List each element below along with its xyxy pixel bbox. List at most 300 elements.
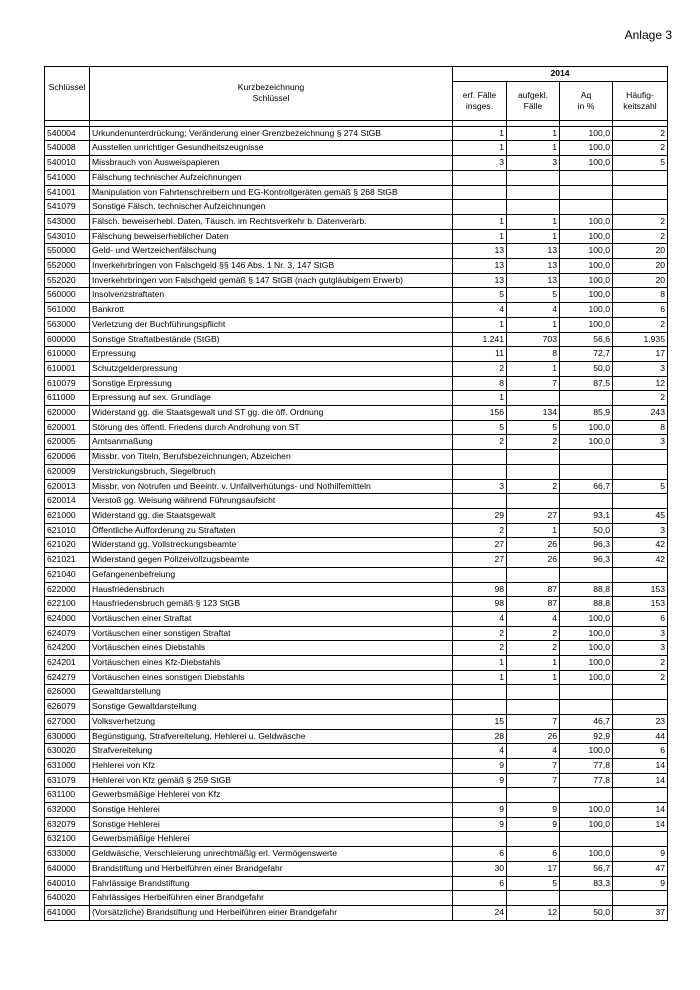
row-cases: 13 bbox=[453, 273, 507, 288]
row-description: Gewerbsmäßige Hehlerei von Kfz bbox=[90, 788, 453, 803]
row-description: Hehlerei von Kfz gemäß § 259 StGB bbox=[90, 773, 453, 788]
row-key: 632100 bbox=[45, 832, 90, 847]
row-frequency: 3 bbox=[613, 626, 668, 641]
row-aq: 100,0 bbox=[560, 656, 613, 671]
table-row bbox=[45, 391, 668, 406]
row-cases bbox=[453, 567, 507, 582]
row-aq: 93,1 bbox=[560, 508, 613, 523]
row-solved: 2 bbox=[507, 435, 560, 450]
row-description: Urkundenunterdrückung; Veränderung einer Grenzbezeichnung § 274 StGB bbox=[90, 126, 453, 141]
row-solved: 26 bbox=[507, 553, 560, 568]
row-cases: 4 bbox=[453, 611, 507, 626]
row-cases bbox=[453, 170, 507, 185]
row-solved: 26 bbox=[507, 538, 560, 553]
table-row bbox=[45, 685, 668, 700]
row-solved bbox=[507, 391, 560, 406]
row-description: Widerstand gg. die Staatsgewalt bbox=[90, 508, 453, 523]
row-solved: 1 bbox=[507, 523, 560, 538]
table-row bbox=[45, 523, 668, 538]
table-row bbox=[45, 597, 668, 612]
row-key: 620005 bbox=[45, 435, 90, 450]
row-aq bbox=[560, 464, 613, 479]
table-row bbox=[45, 200, 668, 215]
row-aq bbox=[560, 832, 613, 847]
row-frequency bbox=[613, 450, 668, 465]
row-solved: 4 bbox=[507, 303, 560, 318]
header-cases bbox=[453, 81, 507, 120]
row-cases: 1 bbox=[453, 141, 507, 156]
table-row bbox=[45, 744, 668, 759]
table-row bbox=[45, 714, 668, 729]
row-aq bbox=[560, 685, 613, 700]
row-solved: 703 bbox=[507, 332, 560, 347]
table-row bbox=[45, 259, 668, 274]
row-cases: 11 bbox=[453, 347, 507, 362]
row-frequency: 9 bbox=[613, 847, 668, 862]
row-description: Verletzung der Buchführungspflicht bbox=[90, 317, 453, 332]
header-frequency bbox=[613, 81, 668, 120]
row-frequency: 45 bbox=[613, 508, 668, 523]
row-aq: 100,0 bbox=[560, 641, 613, 656]
row-description: Vortäuschen eines Kfz-Diebstahls bbox=[90, 656, 453, 671]
row-description: Hehlerei von Kfz bbox=[90, 758, 453, 773]
row-cases: 8 bbox=[453, 376, 507, 391]
table-row bbox=[45, 582, 668, 597]
row-key: 621010 bbox=[45, 523, 90, 538]
row-aq: 72,7 bbox=[560, 347, 613, 362]
row-aq: 100,0 bbox=[560, 744, 613, 759]
row-frequency: 14 bbox=[613, 803, 668, 818]
row-frequency: 12 bbox=[613, 376, 668, 391]
row-cases: 9 bbox=[453, 817, 507, 832]
row-description: Gefangenenbefreiung bbox=[90, 567, 453, 582]
row-aq: 50,0 bbox=[560, 905, 613, 920]
row-description: Störung des öffentl. Friedens durch Androhung von ST bbox=[90, 420, 453, 435]
table-row bbox=[45, 553, 668, 568]
row-frequency: 20 bbox=[613, 244, 668, 259]
row-key: 624079 bbox=[45, 626, 90, 641]
row-description: Öffentliche Aufforderung zu Straftaten bbox=[90, 523, 453, 538]
row-solved: 1 bbox=[507, 361, 560, 376]
row-frequency: 2 bbox=[613, 229, 668, 244]
row-cases bbox=[453, 450, 507, 465]
row-solved: 87 bbox=[507, 582, 560, 597]
table-row bbox=[45, 656, 668, 671]
row-solved bbox=[507, 832, 560, 847]
row-aq bbox=[560, 391, 613, 406]
row-aq bbox=[560, 450, 613, 465]
row-key: 633000 bbox=[45, 847, 90, 862]
row-key: 624200 bbox=[45, 641, 90, 656]
row-key: 561000 bbox=[45, 303, 90, 318]
row-solved bbox=[507, 450, 560, 465]
row-cases: 156 bbox=[453, 406, 507, 421]
row-key: 610079 bbox=[45, 376, 90, 391]
table-row bbox=[45, 641, 668, 656]
row-aq: 100,0 bbox=[560, 317, 613, 332]
header-desc-line1: Kurzbezeichnung bbox=[237, 82, 305, 93]
row-key: 620001 bbox=[45, 420, 90, 435]
row-frequency: 47 bbox=[613, 861, 668, 876]
row-cases: 1 bbox=[453, 391, 507, 406]
row-aq: 100,0 bbox=[560, 611, 613, 626]
row-solved: 4 bbox=[507, 744, 560, 759]
row-key: 620013 bbox=[45, 479, 90, 494]
header-aq bbox=[560, 81, 613, 120]
row-description: Fahrlässige Brandstiftung bbox=[90, 876, 453, 891]
row-aq: 46,7 bbox=[560, 714, 613, 729]
row-description: Sonstige Hehlerei bbox=[90, 817, 453, 832]
row-solved: 8 bbox=[507, 347, 560, 362]
table-row bbox=[45, 817, 668, 832]
row-description: Verstoß gg. Weisung während Führungsaufsicht bbox=[90, 494, 453, 509]
row-solved: 7 bbox=[507, 376, 560, 391]
row-description: Fahrlässiges Herbeiführen einer Brandgefahr bbox=[90, 891, 453, 906]
row-cases bbox=[453, 494, 507, 509]
row-description: Missbrauch von Ausweispapieren bbox=[90, 156, 453, 171]
row-description: Geldwäsche, Verschleierung unrechtmäßig erl. Vermögenswerte bbox=[90, 847, 453, 862]
row-solved: 13 bbox=[507, 244, 560, 259]
row-description: Strafvereitelung bbox=[90, 744, 453, 759]
row-description: Missbr. von Notrufen und Beeintr. v. Unfallverhütungs- und Nothilfemitteln bbox=[90, 479, 453, 494]
row-cases: 5 bbox=[453, 288, 507, 303]
row-solved: 5 bbox=[507, 876, 560, 891]
row-key: 540008 bbox=[45, 141, 90, 156]
row-description: Ausstellen unrichtiger Gesundheitszeugnisse bbox=[90, 141, 453, 156]
table-row bbox=[45, 479, 668, 494]
row-frequency: 42 bbox=[613, 538, 668, 553]
row-aq: 96,3 bbox=[560, 538, 613, 553]
row-description: Gewerbsmäßige Hehlerei bbox=[90, 832, 453, 847]
row-solved bbox=[507, 200, 560, 215]
row-cases: 9 bbox=[453, 758, 507, 773]
row-cases: 1.241 bbox=[453, 332, 507, 347]
row-frequency: 14 bbox=[613, 773, 668, 788]
row-key: 621020 bbox=[45, 538, 90, 553]
row-frequency bbox=[613, 170, 668, 185]
row-cases bbox=[453, 200, 507, 215]
row-frequency: 37 bbox=[613, 905, 668, 920]
row-key: 631079 bbox=[45, 773, 90, 788]
row-aq: 100,0 bbox=[560, 670, 613, 685]
row-solved: 13 bbox=[507, 273, 560, 288]
row-cases: 13 bbox=[453, 244, 507, 259]
row-cases: 15 bbox=[453, 714, 507, 729]
row-aq: 77,8 bbox=[560, 758, 613, 773]
row-frequency: 6 bbox=[613, 611, 668, 626]
table-row bbox=[45, 670, 668, 685]
header-solved bbox=[507, 81, 560, 120]
row-key: 621040 bbox=[45, 567, 90, 582]
row-cases: 6 bbox=[453, 847, 507, 862]
row-description: Sonstige Erpressung bbox=[90, 376, 453, 391]
row-solved bbox=[507, 700, 560, 715]
row-cases bbox=[453, 685, 507, 700]
header-aq-line2: in % bbox=[577, 100, 595, 111]
table-row bbox=[45, 450, 668, 465]
row-frequency: 2 bbox=[613, 126, 668, 141]
row-cases: 2 bbox=[453, 435, 507, 450]
row-aq: 77,8 bbox=[560, 773, 613, 788]
row-description: Missbr. von Titeln, Berufsbezeichnungen, Abzeichen bbox=[90, 450, 453, 465]
row-aq: 100,0 bbox=[560, 126, 613, 141]
table-row bbox=[45, 700, 668, 715]
header-cases-line2: insges. bbox=[465, 100, 494, 111]
row-solved: 1 bbox=[507, 317, 560, 332]
row-description: Hausfriedensbruch gemäß § 123 StGB bbox=[90, 597, 453, 612]
row-description: Widerstand gegen Polizeivollzugsbeamte bbox=[90, 553, 453, 568]
row-frequency bbox=[613, 200, 668, 215]
row-description: Sonstige Straftatbestände (StGB) bbox=[90, 332, 453, 347]
row-cases: 98 bbox=[453, 597, 507, 612]
row-aq: 66,7 bbox=[560, 479, 613, 494]
row-solved: 26 bbox=[507, 729, 560, 744]
table-row bbox=[45, 303, 668, 318]
row-cases: 2 bbox=[453, 523, 507, 538]
row-key: 552020 bbox=[45, 273, 90, 288]
row-aq bbox=[560, 200, 613, 215]
row-key: 624201 bbox=[45, 656, 90, 671]
table-row bbox=[45, 758, 668, 773]
row-aq: 100,0 bbox=[560, 214, 613, 229]
row-cases: 3 bbox=[453, 156, 507, 171]
row-solved bbox=[507, 567, 560, 582]
table-row bbox=[45, 832, 668, 847]
row-key: 541000 bbox=[45, 170, 90, 185]
row-frequency bbox=[613, 700, 668, 715]
table-row bbox=[45, 420, 668, 435]
row-description: Brandstiftung und Herbeiführen einer Brandgefahr bbox=[90, 861, 453, 876]
row-description: Inverkehrbringen von Falschgeld gemäß § 147 StGB (nach gutgläubigem Erwerb) bbox=[90, 273, 453, 288]
row-aq: 50,0 bbox=[560, 361, 613, 376]
row-description: Vortäuschen eines sonstigen Diebstahls bbox=[90, 670, 453, 685]
row-aq: 85,9 bbox=[560, 406, 613, 421]
row-aq: 100,0 bbox=[560, 273, 613, 288]
row-key: 630000 bbox=[45, 729, 90, 744]
row-cases: 27 bbox=[453, 538, 507, 553]
row-description: Fälsch. beweiserhebl. Daten, Täusch. im Rechtsverkehr b. Datenverarb. bbox=[90, 214, 453, 229]
row-solved bbox=[507, 788, 560, 803]
row-aq bbox=[560, 170, 613, 185]
row-aq: 88,8 bbox=[560, 597, 613, 612]
row-description: Fälschung beweiserheblicher Daten bbox=[90, 229, 453, 244]
table-row bbox=[45, 185, 668, 200]
row-description: Erpressung auf sex. Grundlage bbox=[90, 391, 453, 406]
row-aq: 88,8 bbox=[560, 582, 613, 597]
row-aq: 100,0 bbox=[560, 817, 613, 832]
row-key: 640010 bbox=[45, 876, 90, 891]
row-solved: 7 bbox=[507, 773, 560, 788]
row-description: Sonstige Hehlerei bbox=[90, 803, 453, 818]
row-solved bbox=[507, 464, 560, 479]
row-description: Sonstige Fälsch. technischer Aufzeichnungen bbox=[90, 200, 453, 215]
row-key: 550000 bbox=[45, 244, 90, 259]
row-key: 641000 bbox=[45, 905, 90, 920]
table-row bbox=[45, 538, 668, 553]
row-description: Geld- und Wertzeichenfälschung bbox=[90, 244, 453, 259]
row-aq: 100,0 bbox=[560, 626, 613, 641]
row-key: 631000 bbox=[45, 758, 90, 773]
table-row bbox=[45, 406, 668, 421]
row-key: 640020 bbox=[45, 891, 90, 906]
row-frequency: 14 bbox=[613, 817, 668, 832]
row-frequency bbox=[613, 185, 668, 200]
row-key: 631100 bbox=[45, 788, 90, 803]
row-frequency: 5 bbox=[613, 479, 668, 494]
row-cases bbox=[453, 832, 507, 847]
row-aq bbox=[560, 788, 613, 803]
row-description: Widerstand gg. die Staatsgewalt und ST gg. die öff. Ordnung bbox=[90, 406, 453, 421]
table-row bbox=[45, 214, 668, 229]
row-cases: 5 bbox=[453, 420, 507, 435]
row-cases bbox=[453, 891, 507, 906]
table-row bbox=[45, 626, 668, 641]
row-description: Amtsanmaßung bbox=[90, 435, 453, 450]
row-aq: 100,0 bbox=[560, 244, 613, 259]
row-frequency: 2 bbox=[613, 141, 668, 156]
row-key: 600000 bbox=[45, 332, 90, 347]
row-solved: 1 bbox=[507, 126, 560, 141]
row-key: 620000 bbox=[45, 406, 90, 421]
row-solved bbox=[507, 891, 560, 906]
row-frequency: 6 bbox=[613, 744, 668, 759]
row-solved: 3 bbox=[507, 156, 560, 171]
row-frequency: 3 bbox=[613, 523, 668, 538]
row-frequency bbox=[613, 685, 668, 700]
row-frequency bbox=[613, 494, 668, 509]
row-solved bbox=[507, 170, 560, 185]
row-description: Sonstige Gewaltdarstellung bbox=[90, 700, 453, 715]
row-solved: 9 bbox=[507, 817, 560, 832]
row-frequency bbox=[613, 464, 668, 479]
row-cases bbox=[453, 464, 507, 479]
row-key: 610000 bbox=[45, 347, 90, 362]
table-row bbox=[45, 361, 668, 376]
row-aq: 56,6 bbox=[560, 332, 613, 347]
row-key: 624279 bbox=[45, 670, 90, 685]
row-cases: 98 bbox=[453, 582, 507, 597]
row-description: Insolvenzstraftaten bbox=[90, 288, 453, 303]
table-row bbox=[45, 126, 668, 141]
row-key: 621000 bbox=[45, 508, 90, 523]
table-row bbox=[45, 273, 668, 288]
row-frequency: 3 bbox=[613, 435, 668, 450]
table-row bbox=[45, 905, 668, 920]
row-aq: 100,0 bbox=[560, 141, 613, 156]
row-solved: 2 bbox=[507, 641, 560, 656]
row-frequency: 14 bbox=[613, 758, 668, 773]
row-key: 543000 bbox=[45, 214, 90, 229]
table-row bbox=[45, 788, 668, 803]
statistics-table bbox=[44, 66, 668, 921]
row-description: Schutzgelderpressung bbox=[90, 361, 453, 376]
table-row bbox=[45, 435, 668, 450]
row-key: 541079 bbox=[45, 200, 90, 215]
row-frequency: 2 bbox=[613, 670, 668, 685]
header-cases-line1: erf. Fälle bbox=[462, 89, 497, 100]
row-description: Manipulation von Fahrtenschreibern und EG-Kontrollgeräten gemäß § 268 StGB bbox=[90, 185, 453, 200]
table-row bbox=[45, 611, 668, 626]
row-cases: 13 bbox=[453, 259, 507, 274]
row-frequency: 2 bbox=[613, 214, 668, 229]
row-cases: 1 bbox=[453, 656, 507, 671]
row-key: 620006 bbox=[45, 450, 90, 465]
row-key: 610001 bbox=[45, 361, 90, 376]
row-key: 620009 bbox=[45, 464, 90, 479]
row-solved: 87 bbox=[507, 597, 560, 612]
row-frequency: 20 bbox=[613, 273, 668, 288]
row-aq: 83,3 bbox=[560, 876, 613, 891]
row-solved: 2 bbox=[507, 626, 560, 641]
row-key: 540004 bbox=[45, 126, 90, 141]
row-key: 640000 bbox=[45, 861, 90, 876]
row-aq: 50,0 bbox=[560, 523, 613, 538]
header-desc-line2: Schlüssel bbox=[252, 93, 290, 104]
row-aq: 96,3 bbox=[560, 553, 613, 568]
row-solved: 1 bbox=[507, 656, 560, 671]
row-key: 626079 bbox=[45, 700, 90, 715]
row-key: 630020 bbox=[45, 744, 90, 759]
row-solved: 1 bbox=[507, 229, 560, 244]
row-cases: 2 bbox=[453, 361, 507, 376]
table-row bbox=[45, 508, 668, 523]
row-cases: 2 bbox=[453, 626, 507, 641]
row-description: Bankrott bbox=[90, 303, 453, 318]
row-cases: 27 bbox=[453, 553, 507, 568]
table-row bbox=[45, 376, 668, 391]
row-key: 632079 bbox=[45, 817, 90, 832]
row-solved: 6 bbox=[507, 847, 560, 862]
table-row bbox=[45, 288, 668, 303]
row-solved: 5 bbox=[507, 288, 560, 303]
table-row bbox=[45, 567, 668, 582]
row-aq: 100,0 bbox=[560, 288, 613, 303]
row-description: Volksverhetzung bbox=[90, 714, 453, 729]
row-solved: 4 bbox=[507, 611, 560, 626]
row-description: (Vorsätzliche) Brandstiftung und Herbeiführen einer Brandgefahr bbox=[90, 905, 453, 920]
row-frequency: 9 bbox=[613, 876, 668, 891]
table-row bbox=[45, 803, 668, 818]
row-aq: 100,0 bbox=[560, 847, 613, 862]
row-frequency: 1.935 bbox=[613, 332, 668, 347]
row-description: Vortäuschen einer sonstigen Straftat bbox=[90, 626, 453, 641]
row-aq: 87,5 bbox=[560, 376, 613, 391]
row-cases: 24 bbox=[453, 905, 507, 920]
row-cases: 4 bbox=[453, 303, 507, 318]
row-aq: 100,0 bbox=[560, 420, 613, 435]
row-solved: 2 bbox=[507, 479, 560, 494]
row-aq: 100,0 bbox=[560, 803, 613, 818]
row-aq bbox=[560, 567, 613, 582]
table-row bbox=[45, 244, 668, 259]
row-description: Erpressung bbox=[90, 347, 453, 362]
row-key: 543010 bbox=[45, 229, 90, 244]
row-frequency: 20 bbox=[613, 259, 668, 274]
table-row bbox=[45, 347, 668, 362]
row-cases: 28 bbox=[453, 729, 507, 744]
header-aq-line1: Aq bbox=[580, 89, 592, 100]
header-solved-line2: Fälle bbox=[523, 100, 543, 111]
row-frequency: 17 bbox=[613, 347, 668, 362]
row-aq: 100,0 bbox=[560, 156, 613, 171]
row-cases bbox=[453, 700, 507, 715]
row-aq: 100,0 bbox=[560, 259, 613, 274]
row-description: Begünstigung, Strafvereitelung, Hehlerei u. Geldwäsche bbox=[90, 729, 453, 744]
header-solved-line1: aufgekl. bbox=[517, 89, 549, 100]
row-solved: 7 bbox=[507, 714, 560, 729]
row-frequency: 2 bbox=[613, 656, 668, 671]
row-frequency: 243 bbox=[613, 406, 668, 421]
